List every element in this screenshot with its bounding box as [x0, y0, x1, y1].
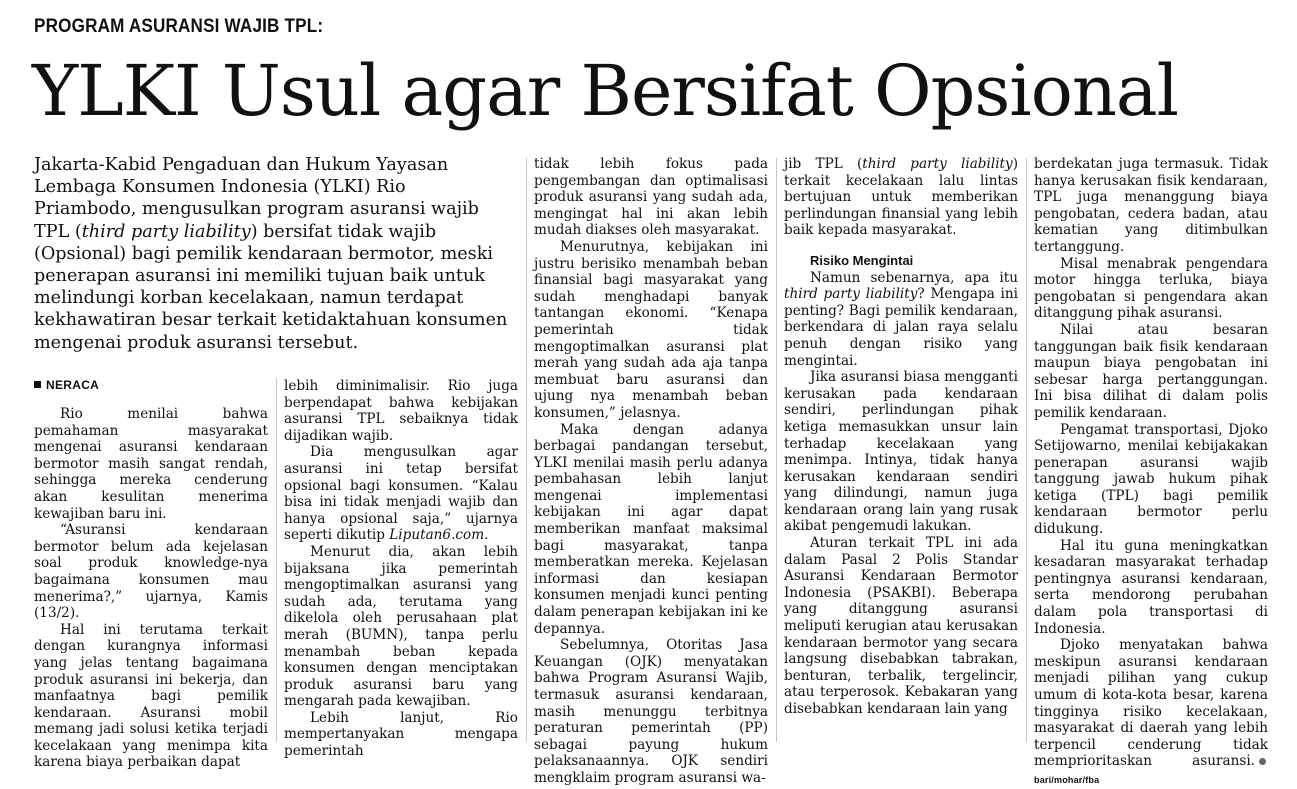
square-bullet-icon — [34, 381, 41, 388]
credit-text: bari/mohar/fba — [1034, 774, 1100, 785]
paragraph: Sebelumnya, Otoritas Jasa Keuangan (OJK) menyatakan bahwa Program Asuransi Wajib, termasuk asuransi kendaraan, masih menunggu terbitnya peraturan pemerintah (PP) sebagai payung hukum pelaksanaannya. OJK sendiri mengklaim program asuransi wa- — [534, 637, 768, 786]
kicker: PROGRAM ASURANSI WAJIB TPL: — [34, 16, 324, 37]
paragraph: Lebih lanjut, Rio mempertanyakan mengapa pemerintah — [284, 709, 518, 760]
lead-text: ) bersifat tidak wajib (Opsional) bagi pemilik kendaraan bermotor, meski penerapan asuransi ini memiliki tujuan baik untuk melindungi korban kecelakaan, namun terdapat kekhawatiran besar terkait ketidaktahuan konsumen mengenai produk asuransi tersebut. — [34, 221, 508, 353]
article-column-1 — [34, 406, 268, 771]
paragraph-text: ) terkait kecelakaan lalu lintas bertujuan untuk memberikan perlindungan finansial yang lebih baik kepada masyarakat. — [784, 156, 1018, 239]
paragraph: Hal ini terutama terkait dengan kurangnya informasi yang jelas tentang bagaimana produk asuransi ini bekerja, dan manfaatnya bagi pemilik kendaraan. Asuransi mobil memang jadi solusi ketika terjadi kecelakaan yang menimpa kita karena biaya perbaikan dapat — [34, 621, 268, 771]
lead-text: Jakarta-Kabid Pengaduan dan Hukum Yayasan Lembaga Konsumen Indonesia (YLKI) Rio Priambodo, mengusulkan program asuransi wajib TPL ( — [34, 155, 479, 242]
bullet-dot-icon — [1259, 758, 1266, 765]
paragraph: Menurut dia, akan lebih bijaksana jika pemerintah mengoptimalkan asuransi yang sudah ada, terutama yang dikelola oleh perusahaan plat merah (BUMN), tanpa perlu menambah beban kepada konsumen dengan menciptakan produk asuransi baru yang mengarah pada kewajiban. — [284, 543, 518, 710]
paragraph — [1034, 637, 1268, 788]
paragraph-text: jib TPL ( — [784, 156, 863, 172]
paragraph: “Asuransi kendaraan bermotor belum ada kejelasan soal produk knowledge-nya bagaimana konsumen mau menerima?,” ujarnya, Kamis (13/2). — [34, 522, 268, 622]
column-divider — [526, 158, 527, 742]
term-italic: third party liability — [784, 286, 918, 303]
column-divider — [276, 378, 277, 742]
paragraph — [284, 444, 518, 544]
paragraph: Nilai atau besaran tanggungan baik fisik kendaraan maupun biaya pengobatan ini sebesar harga pertanggungan. Ini bisa dilihat di dalam polis pemilik kendaraan. — [1034, 321, 1268, 421]
paragraph: Aturan terkait TPL ini ada dalam Pasal 2 Polis Standar Asuransi Kendaraan Bermotor Indonesia (PSAKBI). Beberapa yang ditanggung asuransi meliputi kerugian atau kerusakan kendaraan bermotor yang secara langsung disebabkan tabrakan, benturan, terbalik, tergelincir, atau terperosok. Kebakaran yang disebabkan kendaraan lain yang — [784, 535, 1018, 717]
article-column-5 — [1034, 156, 1268, 789]
headline: YLKI Usul agar Bersifat Opsional — [32, 50, 1179, 132]
paragraph: Pengamat transportasi, Djoko Setijowarno, menilai kebijakakan penerapan asuransi wajib tanggung jawab hukum pihak ketiga (TPL) bagi pemilik kendaraan bermotor perlu didukung. — [1034, 421, 1268, 538]
column-divider — [776, 158, 777, 742]
byline — [34, 378, 99, 392]
source-italic: Liputan6.com. — [389, 527, 489, 544]
paragraph-text: Namun sebenarnya, apa itu — [810, 269, 1018, 286]
paragraph-text: ? Mengapa ini penting? Bagi pemilik kendaraan, berkendara di jalan raya selalu penuh dengan risiko yang mengintai. — [784, 286, 1019, 369]
term-italic: third party liability — [862, 156, 1013, 172]
paragraph-text: Dia mengusulkan agar asuransi ini tetap bersifat opsional bagi konsumen. “Kalau bisa ini tidak menjadi wajib dan hanya opsional saja,” ujarnya seperti dikutip — [284, 444, 518, 544]
paragraph-text: Djoko menyatakan bahwa meskipun asuransi kendaraan menjadi pilihan yang cukup umum di kota-kota besar, karena tingginya risiko kecelakaan, masyarakat di daerah yang lebih terpencil cenderung tidak memprioritaskan asuransi. — [1034, 637, 1268, 770]
paragraph — [784, 156, 1018, 239]
paragraph: tidak lebih fokus pada pengembangan dan optimalisasi produk asuransi yang sudah ada, mengingat hal ini akan lebih mudah diakses oleh masyarakat. — [534, 156, 768, 239]
paragraph: Hal itu guna meningkatkan kesadaran masyarakat terhadap pentingnya asuransi kendaraan, serta mendorong perubahan dalam pola transportasi di Indonesia. — [1034, 537, 1268, 637]
lead-paragraph — [34, 154, 512, 354]
article-column-4 — [784, 156, 1018, 718]
paragraph: Menurutnya, kebijakan ini justru berisiko menambah beban finansial bagi masyarakat yang sudah menghadapi banyak tantangan ekonomi. “Kenapa pemerintah tidak mengoptimalkan asuransi plat merah yang sudah ada aja tanpa membuat baru asuransi dan ujung nya menambah beban konsumen,” jelasnya. — [534, 238, 768, 421]
paragraph: Misal menabrak pengendara motor hingga terluka, biaya pengobatan si pengendara akan ditanggung pihak asuransi. — [1034, 255, 1268, 322]
column-divider — [1026, 158, 1027, 742]
paragraph: Maka dengan adanya berbagai pandangan tersebut, YLKI menilai masih perlu adanya pembahasan lebih lanjut mengenai implementasi kebijakan ini agar dapat memberikan manfaat maksimal bagi masyarakat, tanpa memberatkan mereka. Kejelasan informasi dan kesiapan konsumen menjadi kunci penting dalam penerapan kebijakan ini ke depannya. — [534, 421, 768, 637]
lead-italic: third party liability — [81, 221, 251, 242]
article-column-2 — [284, 378, 518, 760]
paragraph — [784, 270, 1018, 370]
paragraph: Rio menilai bahwa pemahaman masyarakat mengenai asuransi kendaraan bermotor masih sangat rendah, sehingga mereka cenderung akan kesulitan menerima kewajiban baru ini. — [34, 406, 268, 522]
byline-text: NERACA — [46, 378, 100, 392]
article-column-3 — [534, 156, 768, 787]
subheading: Risiko Mengintai — [810, 252, 914, 268]
paragraph: lebih diminimalisir. Rio juga berpendapat bahwa kebijakan asuransi TPL sebaiknya tidak dijadikan wajib. — [284, 378, 518, 444]
paragraph: Jika asuransi biasa mengganti kerusakan pada kendaraan sendiri, perlindungan pihak ketiga memasukkan unsur lain terhadap kecelakaan yang menimpa. Intinya, tidak hanya kerusakan kendaraan sendiri yang dilindungi, namun juga kendaraan orang lain yang rusak akibat pengemudi lakukan. — [784, 369, 1018, 535]
paragraph: berdekatan juga termasuk. Tidak hanya kerusakan fisik kendaraan, TPL juga menanggung biaya pengobatan, cedera badan, atau kematian yang ditimbulkan tertanggung. — [1034, 156, 1268, 255]
